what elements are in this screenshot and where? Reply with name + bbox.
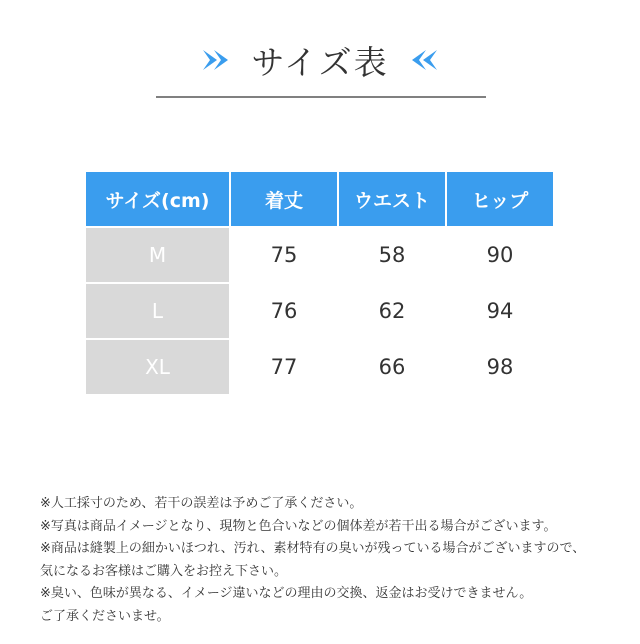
note-line: ※商品は縫製上の細かいほつれ、汚れ、素材特有の臭いが残っている場合がございますので、 [40, 541, 586, 556]
waist-value: 58 [339, 228, 445, 282]
title-divider [156, 96, 486, 98]
notes [40, 493, 620, 628]
size-table [84, 170, 555, 396]
note-line: ※臭い、色味が異なる、イメージ違いなどの理由の交換、返金はお受けできません。 [40, 586, 533, 601]
size-label: XL [86, 340, 229, 394]
header-hip: ヒップ [447, 172, 553, 226]
size-label: L [86, 284, 229, 338]
table-row [86, 228, 553, 282]
header-waist: ウエスト [339, 172, 445, 226]
length-value: 76 [231, 284, 337, 338]
note-line: ご了承くださいませ。 [40, 608, 170, 624]
header-size: サイズ(cm) [86, 172, 229, 226]
title-area [0, 36, 640, 84]
table-row [86, 284, 553, 338]
chevron-right-icon [201, 48, 237, 72]
note-line: ※人工採寸のため、若干の誤差は予めご了承ください。 [40, 496, 363, 511]
hip-value: 90 [447, 228, 553, 282]
size-label: M [86, 228, 229, 282]
length-value: 75 [231, 228, 337, 282]
length-value: 77 [231, 340, 337, 394]
note-line: 気になるお客様はご購入をお控え下さい。 [40, 563, 288, 579]
waist-value: 62 [339, 284, 445, 338]
page-title: サイズ表 [251, 42, 389, 82]
hip-value: 94 [447, 284, 553, 338]
table-row [86, 340, 553, 394]
header-length: 着丈 [231, 172, 337, 226]
waist-value: 66 [339, 340, 445, 394]
hip-value: 98 [447, 340, 553, 394]
note-line: ※写真は商品イメージとなり、現物と色合いなどの個体差が若干出る場合がございます。 [40, 518, 557, 534]
chevron-left-icon [403, 48, 439, 72]
table-header-row [86, 172, 553, 226]
title-row [201, 37, 438, 84]
